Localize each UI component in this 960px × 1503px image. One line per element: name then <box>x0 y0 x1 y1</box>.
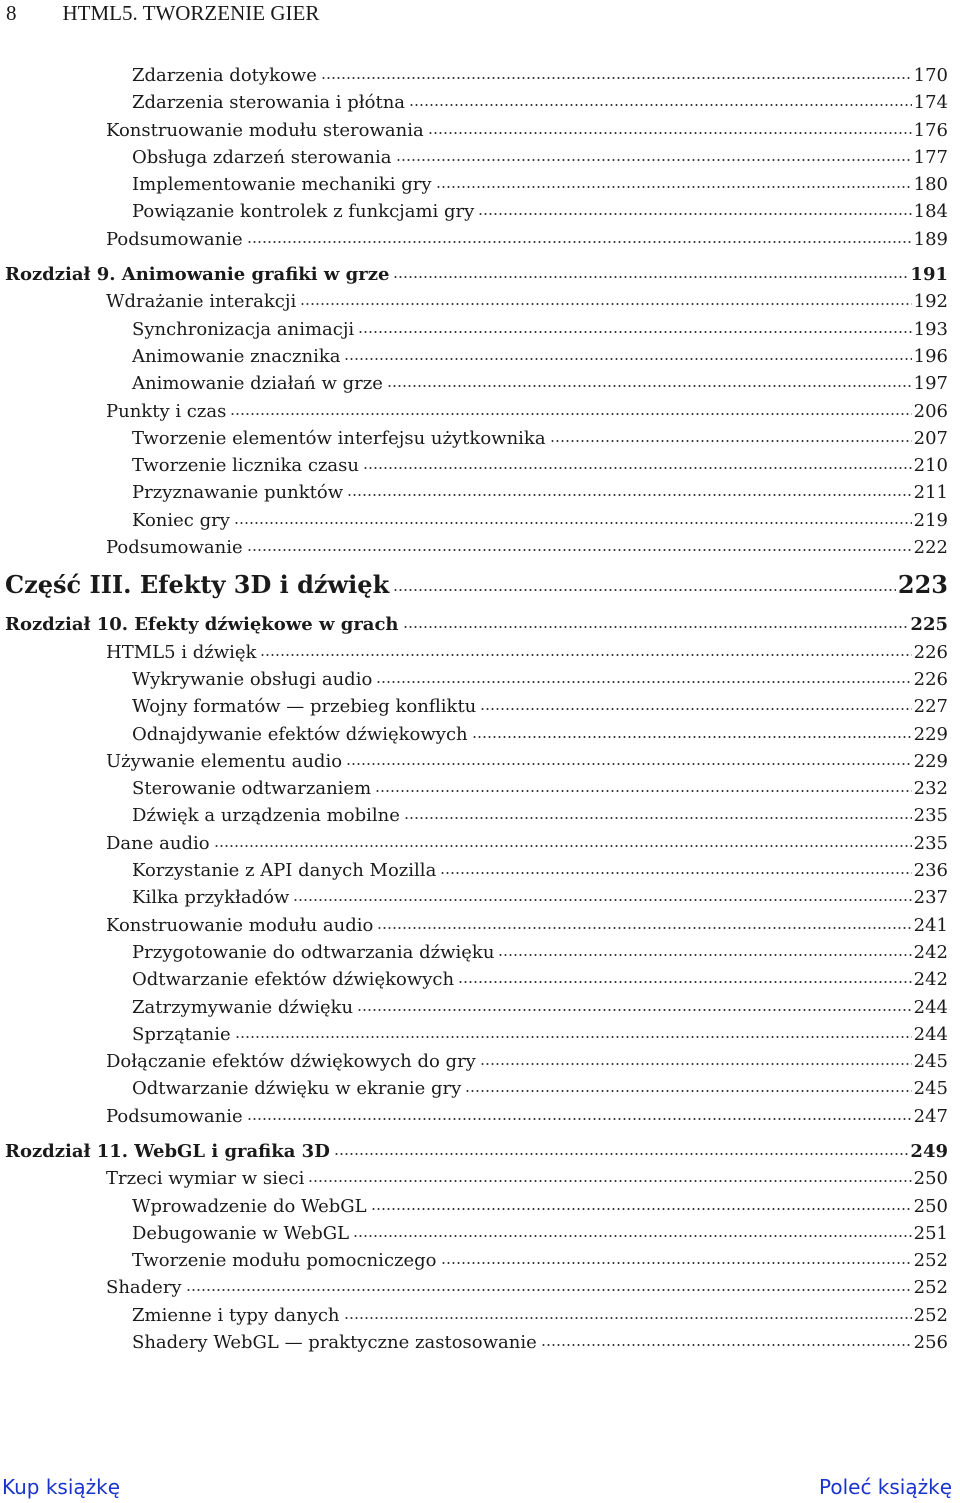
entry-title: Zatrzymywanie dźwięku <box>132 996 354 1018</box>
dot-leader <box>409 88 912 108</box>
toc-subsection[interactable] <box>0 170 960 197</box>
entry-page-number: 242 <box>913 969 948 991</box>
toc-subsection[interactable] <box>0 197 960 224</box>
entry-page-number: 242 <box>913 941 948 963</box>
toc-chapter[interactable] <box>0 610 960 637</box>
toc-subsection[interactable] <box>0 342 960 369</box>
toc-subsection[interactable] <box>0 451 960 478</box>
entry-title: Używanie elementu audio <box>106 750 343 772</box>
entry-page-number: 235 <box>913 832 948 854</box>
entry-page-number: 236 <box>913 860 948 882</box>
entry-page-number: 174 <box>913 92 948 114</box>
toc-subsection[interactable] <box>0 938 960 965</box>
toc-chapter[interactable] <box>0 1137 960 1164</box>
dot-leader <box>465 1074 911 1094</box>
entry-title: Obsługa zdarzeń sterowania <box>132 146 392 168</box>
dot-leader <box>393 573 896 593</box>
toc-section[interactable] <box>0 225 960 252</box>
dot-leader <box>403 610 909 630</box>
entry-page-number: 222 <box>913 537 948 559</box>
dot-leader <box>480 692 911 712</box>
entry-title: Podsumowanie <box>106 228 243 250</box>
toc-subsection[interactable] <box>0 1020 960 1047</box>
entry-title: Przyznawanie punktów <box>132 482 344 504</box>
toc-subsection[interactable] <box>0 369 960 396</box>
dot-leader <box>472 720 912 740</box>
entry-page-number: 193 <box>913 318 948 340</box>
entry-title: Rozdział 10. Efekty dźwiękowe w grach <box>5 614 399 636</box>
toc-subsection[interactable] <box>0 506 960 533</box>
entry-page-number: 245 <box>913 1078 948 1100</box>
dot-leader <box>550 424 912 444</box>
entry-page-number: 252 <box>913 1277 948 1299</box>
entry-page-number: 247 <box>913 1105 948 1127</box>
entry-page-number: 219 <box>913 509 948 531</box>
dot-leader <box>377 911 911 931</box>
dot-leader <box>247 225 912 245</box>
entry-page-number: 191 <box>910 264 948 286</box>
entry-title: Debugowanie w WebGL <box>132 1222 350 1244</box>
toc-subsection[interactable] <box>0 801 960 828</box>
entry-title: Shadery <box>106 1277 182 1299</box>
entry-page-number: 252 <box>913 1304 948 1326</box>
entry-page-number: 235 <box>913 805 948 827</box>
dot-leader <box>230 397 911 417</box>
dot-leader <box>353 1219 912 1239</box>
entry-title: Konstruowanie modułu audio <box>106 914 374 936</box>
dot-leader <box>234 506 912 526</box>
dot-leader <box>334 1137 909 1157</box>
entry-title: Wprowadzenie do WebGL <box>132 1195 367 1217</box>
dot-leader <box>498 938 911 958</box>
entry-title: Odtwarzanie efektów dźwiękowych <box>132 969 455 991</box>
toc-subsection[interactable] <box>0 88 960 115</box>
dot-leader <box>458 965 912 985</box>
toc-subsection[interactable] <box>0 61 960 88</box>
dot-leader <box>441 1246 912 1266</box>
entry-page-number: 197 <box>913 373 948 395</box>
toc-subsection[interactable] <box>0 774 960 801</box>
entry-title: Odnajdywanie efektów dźwiękowych <box>132 723 468 745</box>
entry-title: Odtwarzanie dźwięku w ekranie gry <box>132 1078 462 1100</box>
toc-subsection[interactable] <box>0 665 960 692</box>
entry-page-number: 226 <box>913 641 948 663</box>
dot-leader <box>393 260 908 280</box>
entry-title: Sprzątanie <box>132 1023 231 1045</box>
toc-subsection[interactable] <box>0 993 960 1020</box>
toc-subsection[interactable] <box>0 883 960 910</box>
page-number: 8 <box>6 0 17 25</box>
dot-leader <box>308 1164 911 1184</box>
entry-title: Animowanie znacznika <box>132 345 341 367</box>
entry-page-number: 244 <box>913 996 948 1018</box>
dot-leader <box>358 315 911 335</box>
toc-subsection[interactable] <box>0 1219 960 1246</box>
entry-title: Część III. Efekty 3D i dźwięk <box>5 570 390 600</box>
dot-leader <box>436 170 912 190</box>
entry-title: Powiązanie kontrolek z funkcjami gry <box>132 201 475 223</box>
entry-page-number: 184 <box>913 201 948 223</box>
toc-part[interactable] <box>0 560 960 610</box>
entry-page-number: 241 <box>913 914 948 936</box>
dot-leader <box>357 993 911 1013</box>
entry-page-number: 237 <box>913 887 948 909</box>
entry-title: Zdarzenia sterowania i płótna <box>132 92 406 114</box>
dot-leader <box>404 801 912 821</box>
dot-leader <box>371 1192 912 1212</box>
entry-title: Podsumowanie <box>106 537 243 559</box>
dot-leader <box>300 287 911 307</box>
entry-title: Sterowanie odtwarzaniem <box>132 778 372 800</box>
toc-subsection[interactable] <box>0 720 960 747</box>
toc-subsection[interactable] <box>0 1192 960 1219</box>
dot-leader <box>321 61 912 81</box>
entry-title: Tworzenie modułu pomocniczego <box>132 1250 437 1272</box>
entry-title: Przygotowanie do odtwarzania dźwięku <box>132 941 495 963</box>
dot-leader <box>247 1102 912 1122</box>
entry-title: Rozdział 11. WebGL i grafika 3D <box>5 1140 330 1162</box>
toc-section[interactable] <box>0 116 960 143</box>
dot-leader <box>186 1273 912 1293</box>
dot-leader <box>396 143 912 163</box>
dot-leader <box>440 856 911 876</box>
dot-leader <box>346 747 912 767</box>
entry-page-number: 192 <box>913 291 948 313</box>
toc-section[interactable] <box>0 287 960 314</box>
dot-leader <box>428 116 912 136</box>
entry-page-number: 223 <box>897 570 948 600</box>
entry-title: Trzeci wymiar w sieci <box>106 1168 305 1190</box>
entry-title: Rozdział 9. Animowanie grafiki w grze <box>5 264 390 286</box>
dot-leader <box>347 478 912 498</box>
toc-subsection[interactable] <box>0 478 960 505</box>
entry-title: Wykrywanie obsługi audio <box>132 668 373 690</box>
toc-section[interactable] <box>0 829 960 856</box>
entry-title: Wojny formatów — przebieg konfliktu <box>132 696 477 718</box>
toc-section[interactable] <box>0 747 960 774</box>
entry-title: Animowanie działań w grze <box>132 373 383 395</box>
dot-leader <box>375 774 911 794</box>
entry-page-number: 196 <box>913 345 948 367</box>
toc-subsection[interactable] <box>0 856 960 883</box>
entry-page-number: 206 <box>913 400 948 422</box>
toc-section[interactable] <box>0 397 960 424</box>
dot-leader <box>541 1328 912 1348</box>
entry-title: Koniec gry <box>132 509 230 531</box>
page-footer <box>0 1471 960 1499</box>
entry-title: Dołączanie efektów dźwiękowych do gry <box>106 1051 476 1073</box>
entry-page-number: 229 <box>913 750 948 772</box>
dot-leader <box>480 1047 912 1067</box>
entry-page-number: 207 <box>913 427 948 449</box>
toc-subsection[interactable] <box>0 965 960 992</box>
toc-section[interactable] <box>0 638 960 665</box>
toc-subsection[interactable] <box>0 1074 960 1101</box>
entry-title: HTML5 i dźwięk <box>106 641 257 663</box>
entry-page-number: 225 <box>910 614 948 636</box>
entry-page-number: 252 <box>913 1250 948 1272</box>
entry-page-number: 250 <box>913 1168 948 1190</box>
entry-page-number: 180 <box>913 174 948 196</box>
entry-title: Wdrażanie interakcji <box>106 291 297 313</box>
entry-title: Podsumowanie <box>106 1105 243 1127</box>
entry-title: Tworzenie licznika czasu <box>132 455 359 477</box>
entry-page-number: 177 <box>913 146 948 168</box>
entry-title: Zdarzenia dotykowe <box>132 65 317 86</box>
entry-title: Tworzenie elementów interfejsu użytkownika <box>132 427 546 449</box>
entry-title: Synchronizacja animacji <box>132 318 355 340</box>
toc-section[interactable] <box>0 1047 960 1074</box>
entry-title: Dźwięk a urządzenia mobilne <box>132 805 400 827</box>
entry-page-number: 176 <box>913 119 948 141</box>
dot-leader <box>376 665 911 685</box>
toc-chapter[interactable] <box>0 260 960 287</box>
entry-page-number: 226 <box>913 668 948 690</box>
entry-title: Dane audio <box>106 832 210 854</box>
recommend-book-link[interactable]: Poleć książkę <box>819 1475 952 1499</box>
entry-page-number: 189 <box>913 228 948 250</box>
entry-title: Zmienne i typy danych <box>132 1304 340 1326</box>
entry-title: Korzystanie z API danych Mozilla <box>132 860 437 882</box>
dot-leader <box>344 1301 912 1321</box>
entry-title: Punkty i czas <box>106 400 227 422</box>
dot-leader <box>235 1020 912 1040</box>
entry-page-number: 256 <box>913 1332 948 1354</box>
entry-title: Implementowanie mechaniki gry <box>132 174 432 196</box>
toc-section[interactable] <box>0 1102 960 1129</box>
dot-leader <box>293 883 911 903</box>
toc-subsection[interactable] <box>0 315 960 342</box>
table-of-contents <box>0 61 960 1355</box>
entry-page-number: 227 <box>913 696 948 718</box>
toc-section[interactable] <box>0 911 960 938</box>
toc-subsection[interactable] <box>0 692 960 719</box>
dot-leader <box>260 638 911 658</box>
toc-subsection[interactable] <box>0 1301 960 1328</box>
dot-leader <box>387 369 912 389</box>
toc-subsection[interactable] <box>0 143 960 170</box>
dot-leader <box>363 451 912 471</box>
dot-leader <box>478 197 911 217</box>
toc-subsection[interactable] <box>0 1328 960 1355</box>
entry-title: Kilka przykładów <box>132 887 290 909</box>
entry-page-number: 229 <box>913 723 948 745</box>
entry-page-number: 211 <box>913 482 948 504</box>
entry-title: Konstruowanie modułu sterowania <box>106 119 424 141</box>
entry-page-number: 245 <box>913 1051 948 1073</box>
book-title: HTML5. TWORZENIE GIER <box>62 0 320 25</box>
toc-section[interactable] <box>0 533 960 560</box>
entry-title: Shadery WebGL — praktyczne zastosowanie <box>132 1332 537 1354</box>
entry-page-number: 244 <box>913 1023 948 1045</box>
toc-subsection[interactable] <box>0 424 960 451</box>
toc-section[interactable] <box>0 1164 960 1191</box>
entry-page-number: 210 <box>913 455 948 477</box>
entry-page-number: 249 <box>910 1140 948 1162</box>
entry-page-number: 170 <box>913 65 948 86</box>
toc-subsection[interactable] <box>0 1246 960 1273</box>
entry-page-number: 250 <box>913 1195 948 1217</box>
page-header <box>6 0 319 26</box>
dot-leader <box>344 342 911 362</box>
dot-leader <box>247 533 912 553</box>
entry-page-number: 251 <box>913 1222 948 1244</box>
buy-book-link[interactable]: Kup książkę <box>2 1475 121 1499</box>
entry-page-number: 232 <box>913 778 948 800</box>
dot-leader <box>214 829 912 849</box>
toc-section[interactable] <box>0 1273 960 1300</box>
